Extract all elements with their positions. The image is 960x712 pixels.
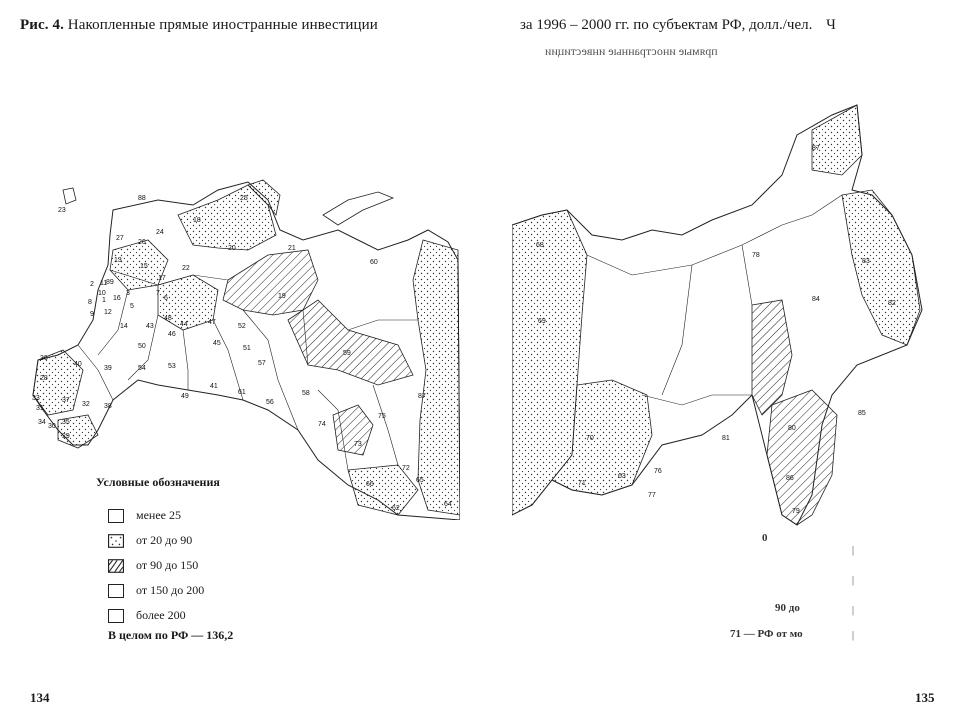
region-label: 87 (812, 145, 820, 152)
legend-item (108, 553, 204, 578)
region-label: 69 (538, 318, 546, 325)
region-label: 44 (180, 321, 188, 328)
region-label: 34 (38, 419, 46, 426)
region-label: 36 (40, 355, 48, 362)
region-label: 20 (228, 245, 236, 252)
region-label: 82 (888, 300, 896, 307)
region-label: 85 (858, 410, 866, 417)
region-label: 72 (402, 465, 410, 472)
region-label: 68 (536, 242, 544, 249)
region-label: 86 (786, 475, 794, 482)
region-label: 43 (146, 323, 154, 330)
region-label: 35 (62, 419, 70, 426)
legend-item (108, 528, 204, 553)
region-label: 47 (208, 319, 216, 326)
region-label: 37 (62, 397, 70, 404)
region-label: 24 (156, 229, 164, 236)
region-label: 5 (130, 303, 134, 310)
legend-label: более 200 (136, 608, 186, 622)
region-label: 60 (370, 259, 378, 266)
region-label: 9 (90, 311, 94, 318)
region-label: 41 (210, 383, 218, 390)
fragment-zero: 0 (762, 532, 768, 544)
region-label: 61 (238, 389, 246, 396)
island-left-small (63, 188, 76, 204)
region-label: 83 (862, 258, 870, 265)
legend-item (108, 503, 204, 528)
legend-swatch-dots (108, 534, 124, 548)
region-label: 53 (168, 363, 176, 370)
margin-tick: | (852, 575, 855, 586)
fragment-mid: 90 до (775, 602, 800, 614)
margin-tick: | (852, 545, 855, 556)
page-number-left: 134 (30, 690, 50, 705)
region-label: 57 (258, 360, 266, 367)
region-label: 18 (193, 217, 201, 224)
region-label: 63 (618, 473, 626, 480)
region-label: 7 (156, 290, 160, 297)
region-label: 45 (213, 340, 221, 347)
region-label: 58 (302, 390, 310, 397)
page-number-right: 135 (915, 690, 935, 705)
map-eastern-russia (512, 95, 940, 535)
region-label: 32 (82, 401, 90, 408)
region-label: 11 (100, 280, 108, 287)
mirrored-bleed-through-text: прямые иностранные инвестиции (545, 44, 718, 58)
region-label: 65 (416, 477, 424, 484)
region-label: 48 (164, 315, 172, 322)
region-label: 80 (788, 425, 796, 432)
region-label: 66 (366, 481, 374, 488)
region-label: 76 (654, 468, 662, 475)
legend-label: от 150 до 200 (136, 583, 205, 597)
region-label: 17 (158, 275, 166, 282)
region-label: 23 (58, 207, 66, 214)
region-label: 70 (586, 435, 594, 442)
figure-title-left (20, 17, 378, 34)
region-label: 28 (40, 375, 48, 382)
margin-tick: | (852, 605, 855, 616)
legend-swatch-hatch (108, 559, 124, 573)
fragment-bottom: 71 — РФ от мо (730, 628, 803, 640)
legend-item (108, 603, 204, 628)
region-label: 21 (288, 245, 296, 252)
region-label: 26 (138, 239, 146, 246)
region-label: 77 (648, 492, 656, 499)
region-label: 78 (752, 252, 760, 259)
region-label: 88 (138, 195, 146, 202)
region-label: 39 (104, 365, 112, 372)
region-label: 12 (104, 309, 112, 316)
region-label: 87 (418, 393, 426, 400)
region-label: 2 (90, 281, 94, 288)
region-label: 25 (240, 195, 248, 202)
region-label: 16 (113, 295, 121, 302)
region-label: 51 (243, 345, 251, 352)
region-label: 40 (74, 361, 82, 368)
region-label: 13 (114, 257, 122, 264)
region-label: 59 (343, 350, 351, 357)
region-label: 19 (278, 293, 286, 300)
legend-total: В целом по РФ — 136,2 (108, 628, 234, 642)
region-label: 3 (126, 290, 130, 297)
region-label: 81 (722, 435, 730, 442)
region-label: 52 (238, 323, 246, 330)
legend (108, 503, 204, 628)
region-label: 8 (88, 299, 92, 306)
region-label: 1 (102, 297, 106, 304)
region-label: 14 (120, 323, 128, 330)
legend-title: Условные обозначения (96, 475, 220, 489)
region-label: 30 (48, 423, 56, 430)
map-western-russia (18, 170, 460, 520)
region-label: 22 (182, 265, 190, 272)
region-label: 62 (392, 505, 400, 512)
figure-title-text: Накопленные прямые иностранные инвестиции (67, 17, 378, 33)
region-label: 33 (32, 395, 40, 402)
island-novaya-zemlya (323, 192, 393, 225)
figure-title-continued: за 1996 – 2000 гг. по субъектам РФ, долл./чел. (520, 17, 813, 33)
margin-tick: | (852, 630, 855, 641)
region-label: 89 (106, 279, 114, 286)
region-label: 10 (98, 290, 106, 297)
region-label: 64 (444, 501, 452, 508)
region-label: 6 (164, 295, 168, 302)
region-label: 29 (62, 433, 70, 440)
legend-label: менее 25 (136, 508, 181, 522)
legend-label: от 20 до 90 (136, 533, 193, 547)
legend-swatch-blank (108, 609, 124, 623)
region-label: 74 (318, 421, 326, 428)
region-label: 73 (354, 441, 362, 448)
region-label: 75 (378, 413, 386, 420)
region-label: 79 (792, 508, 800, 515)
region-fill-khabarovsk (767, 390, 837, 525)
region-label: 84 (812, 296, 820, 303)
legend-label: от 90 до 150 (136, 558, 199, 572)
region-label: 50 (138, 343, 146, 350)
region-label: 46 (168, 331, 176, 338)
figure-number: Рис. 4. (20, 17, 64, 33)
region-label: 71 (578, 480, 586, 487)
legend-swatch-blank (108, 509, 124, 523)
region-label: 49 (181, 393, 189, 400)
region-label: 38 (104, 403, 112, 410)
region-label: 27 (116, 235, 124, 242)
legend-item (108, 578, 204, 603)
region-label: 54 (138, 365, 146, 372)
stray-mark: Ч (826, 17, 836, 33)
legend-swatch-blank (108, 584, 124, 598)
figure-title-right (520, 17, 836, 34)
region-label: 31 (36, 405, 44, 412)
region-label: 15 (140, 263, 148, 270)
region-label: 56 (266, 399, 274, 406)
